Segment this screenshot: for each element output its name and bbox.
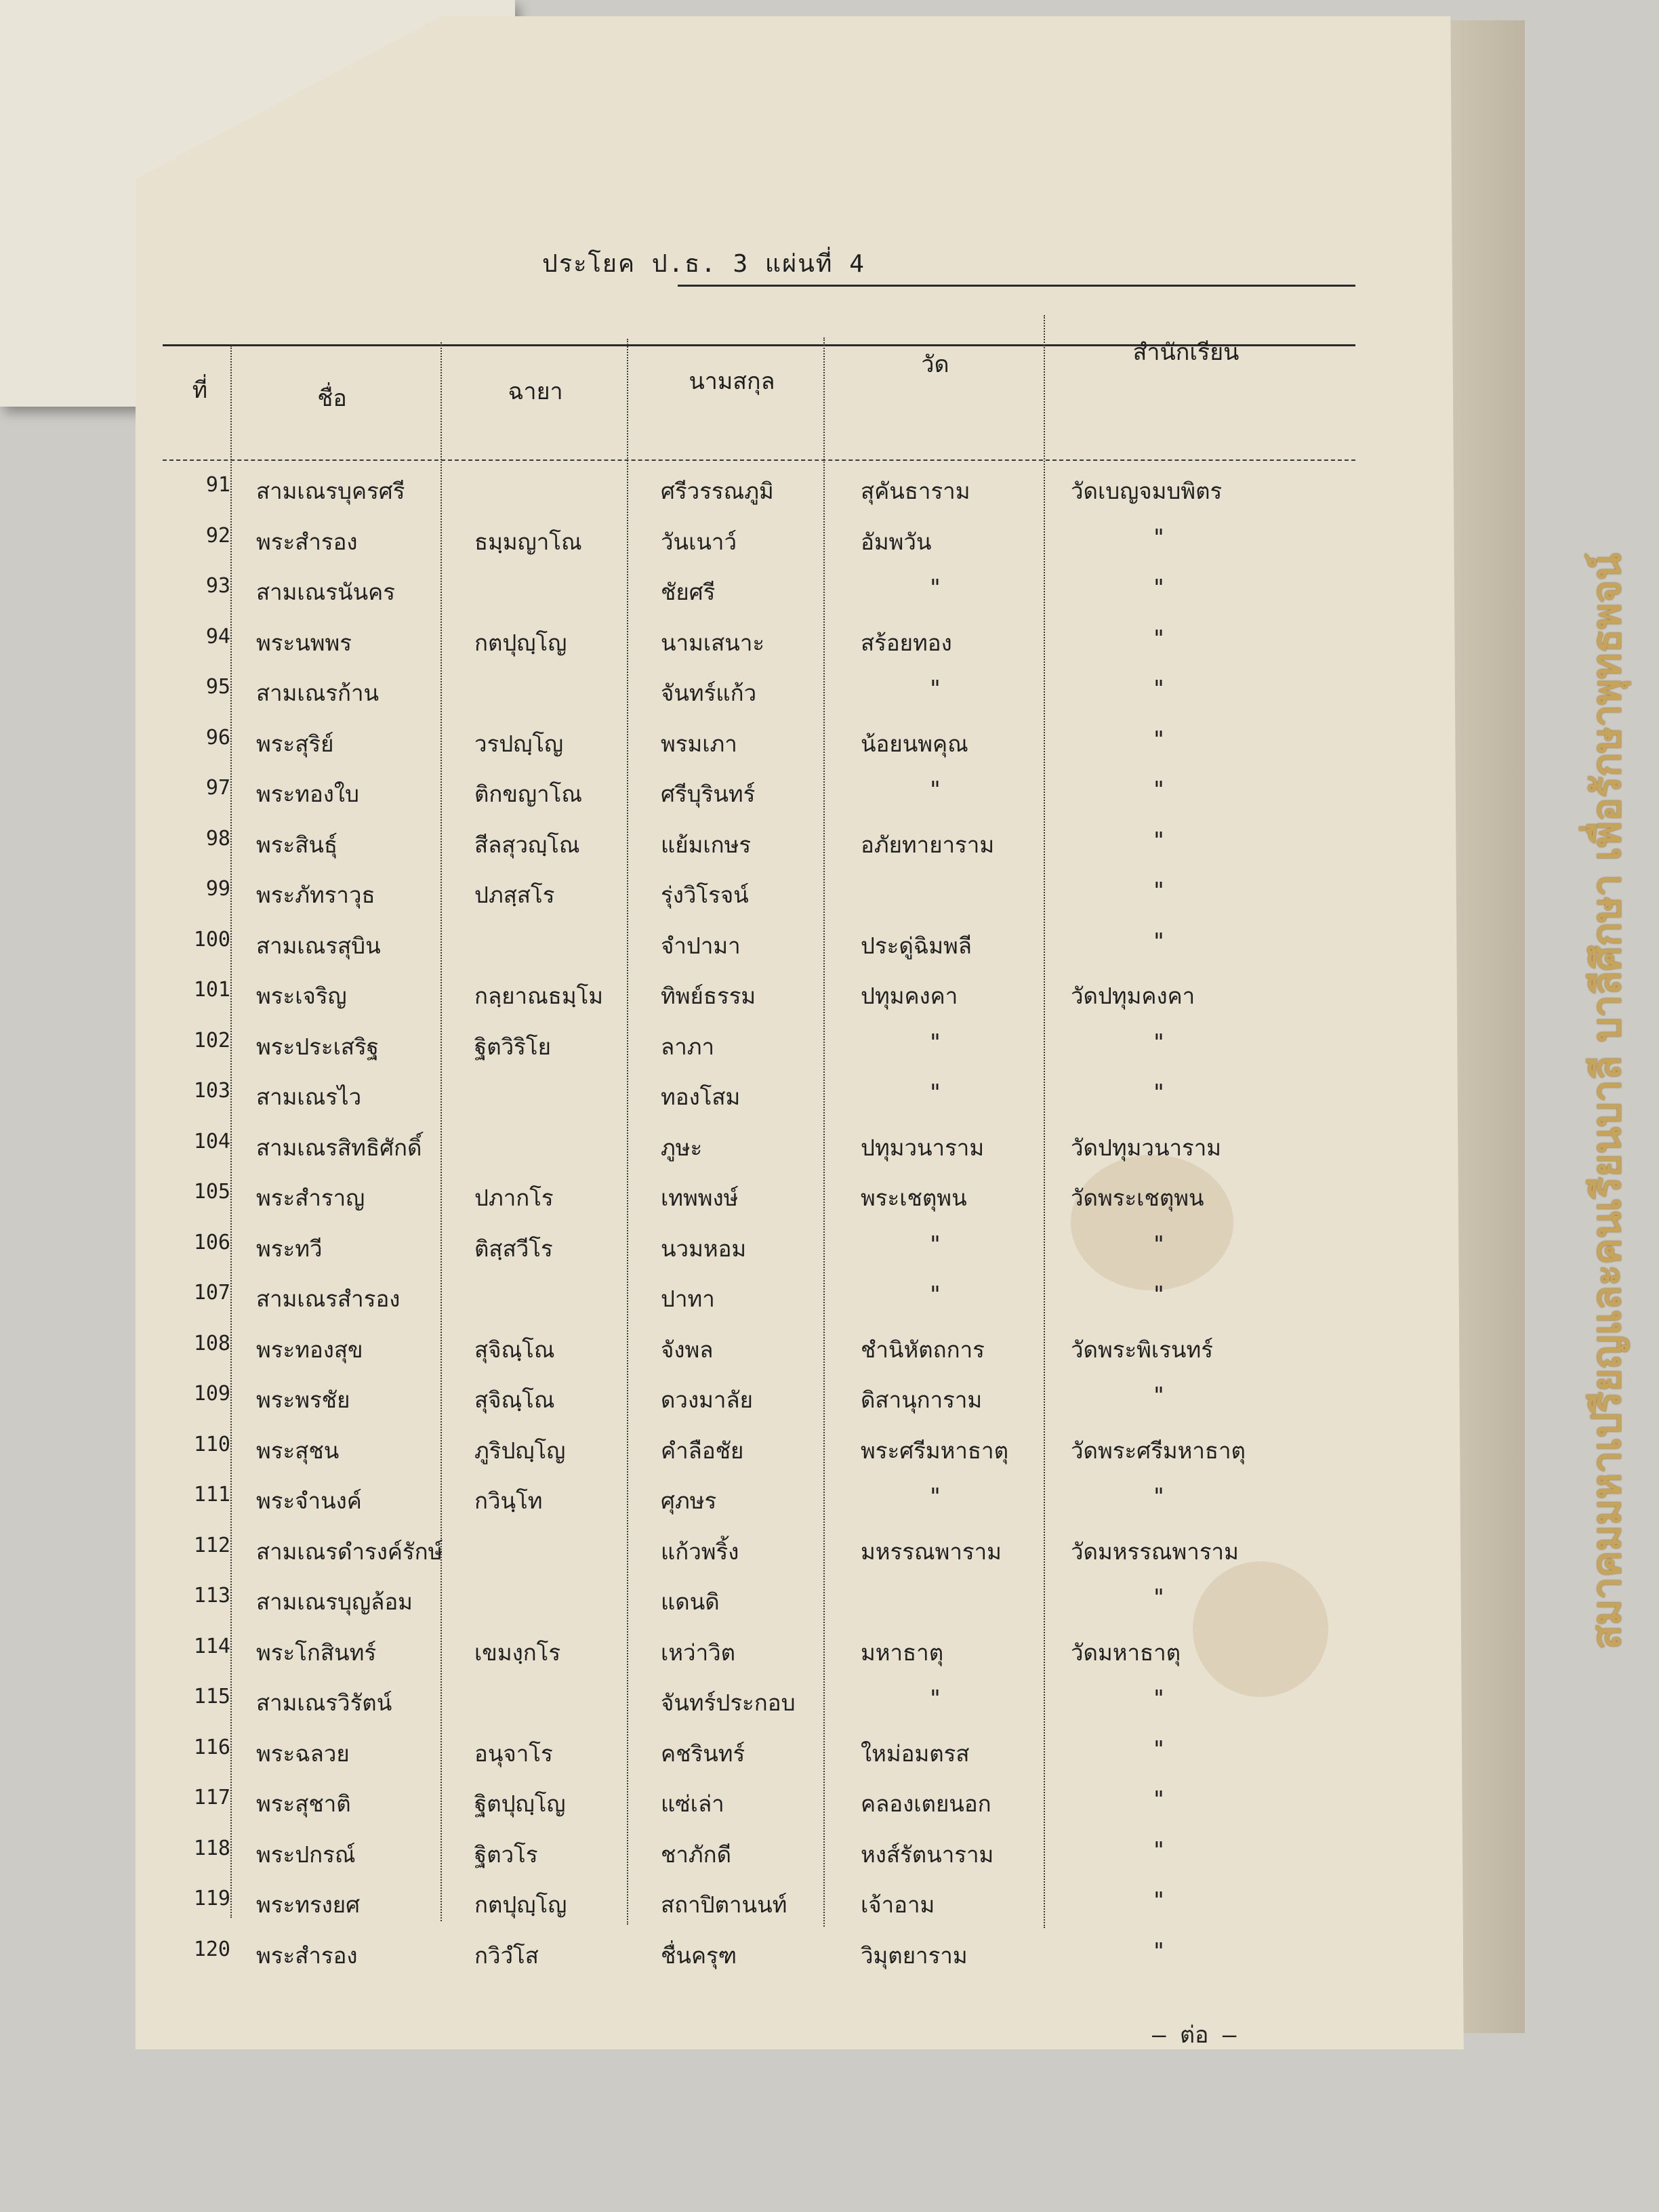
person-name-cell: สามเณรดำรงค์รักษ์	[256, 1538, 443, 1565]
surname-cell: เทพพงษ์	[661, 1185, 739, 1211]
table-row	[0, 1635, 1659, 1675]
temple-cell: วิมุตยาราม	[861, 1942, 968, 1969]
surname-cell: ทองโสม	[661, 1084, 741, 1110]
table-row	[0, 1029, 1659, 1069]
table-row	[0, 1837, 1659, 1877]
person-name-cell: พระฉลวย	[256, 1740, 350, 1767]
surname-cell: ลาภา	[661, 1033, 715, 1060]
surname-cell: แซ่เล่า	[661, 1790, 724, 1817]
monastic-name-cell: ติสฺสวีโร	[474, 1235, 553, 1262]
surname-cell: ปาทา	[661, 1286, 715, 1312]
table-row	[0, 877, 1659, 918]
monastic-name-cell: กตปุญฺโญ	[474, 1891, 567, 1918]
person-name-cell: พระภัทราวุธ	[256, 882, 375, 908]
surname-cell: นวมหอม	[661, 1235, 747, 1262]
table-row	[0, 1332, 1659, 1372]
person-name-cell: พระสำราญ	[256, 1185, 365, 1211]
row-number-cell: 120	[193, 1938, 230, 1961]
row-number-cell: 107	[193, 1281, 230, 1305]
school-cell: "	[1152, 1382, 1166, 1408]
row-number-cell: 101	[193, 978, 230, 1002]
temple-cell: "	[928, 675, 942, 701]
school-cell: "	[1152, 726, 1166, 752]
column-header-temple: วัด	[921, 351, 949, 378]
person-name-cell: พระประเสริฐ	[256, 1033, 379, 1060]
surname-cell: ชาภักดี	[661, 1841, 732, 1868]
monastic-name-cell: กวินฺโท	[474, 1488, 543, 1514]
temple-cell: "	[928, 1231, 942, 1257]
surname-cell: ทิพย์ธรรม	[661, 983, 756, 1009]
surname-cell: แย้มเกษร	[661, 832, 752, 858]
surname-cell: ชื่นครุฑ	[661, 1942, 737, 1969]
table-row	[0, 524, 1659, 565]
school-cell: "	[1152, 524, 1166, 550]
surname-cell: ดวงมาลัย	[661, 1387, 753, 1413]
temple-cell: อัมพวัน	[861, 529, 932, 555]
table-row	[0, 1281, 1659, 1322]
person-name-cell: พระสำรอง	[256, 1942, 358, 1969]
surname-cell: จันทร์แก้ว	[661, 680, 757, 706]
title-rule	[678, 285, 1355, 287]
surname-cell: รุ่งวิโรจน์	[661, 882, 749, 908]
school-cell: วัดพระเชตุพน	[1071, 1185, 1204, 1211]
surname-cell: สถาปิตานนท์	[661, 1891, 787, 1918]
table-row	[0, 1382, 1659, 1422]
column-header-name: ชื่อ	[317, 385, 347, 412]
surname-cell: แดนดิ	[661, 1589, 720, 1615]
table-row	[0, 1736, 1659, 1776]
table-row	[0, 1079, 1659, 1120]
school-cell: วัดปทุมวนาราม	[1071, 1134, 1222, 1161]
temple-cell: ปทุมคงคา	[861, 983, 958, 1009]
table-row	[0, 473, 1659, 514]
temple-cell: พระเชตุพน	[861, 1185, 967, 1211]
row-number-cell: 108	[193, 1332, 230, 1355]
temple-cell: มหาธาตุ	[861, 1639, 944, 1666]
paper-stain	[1193, 1561, 1328, 1697]
row-number-cell: 94	[205, 625, 230, 649]
person-name-cell: พระทรงยศ	[256, 1891, 361, 1918]
row-number-cell: 117	[193, 1786, 230, 1809]
person-name-cell: สามเณรสำรอง	[256, 1286, 401, 1312]
person-name-cell: พระพรชัย	[256, 1387, 350, 1413]
surname-cell: นามเสนาะ	[661, 630, 765, 656]
monastic-name-cell: ปภากโร	[474, 1185, 554, 1211]
table-row	[0, 675, 1659, 716]
monastic-name-cell: วรปญฺโญ	[474, 731, 564, 757]
row-number-cell: 95	[205, 675, 230, 699]
table-row	[0, 1130, 1659, 1170]
monastic-name-cell: ติกขญาโณ	[474, 781, 582, 807]
row-number-cell: 97	[205, 776, 230, 800]
surname-cell: คำลือชัย	[661, 1437, 744, 1464]
surname-cell: คชรินทร์	[661, 1740, 745, 1767]
temple-cell: น้อยนพคุณ	[861, 731, 968, 757]
temple-cell: อภัยทายาราม	[861, 832, 995, 858]
column-header-number: ที่	[192, 377, 208, 404]
school-cell: วัดเบญจมบพิตร	[1071, 478, 1223, 504]
school-cell: "	[1152, 1029, 1166, 1055]
person-name-cell: สามเณรบุครศรี	[256, 478, 405, 504]
table-row	[0, 574, 1659, 615]
surname-cell: ศุภษร	[661, 1488, 717, 1514]
school-cell: วัดพระศรีมหาธาตุ	[1071, 1437, 1246, 1464]
row-number-cell: 96	[205, 726, 230, 750]
school-cell: "	[1152, 574, 1166, 600]
table-row	[0, 1938, 1659, 1978]
row-number-cell: 116	[193, 1736, 230, 1759]
school-cell: "	[1152, 827, 1166, 853]
table-row	[0, 1483, 1659, 1523]
row-number-cell: 114	[193, 1635, 230, 1658]
table-row	[0, 1685, 1659, 1725]
row-number-cell: 119	[193, 1887, 230, 1910]
temple-cell: "	[928, 574, 942, 600]
school-cell: "	[1152, 675, 1166, 701]
monastic-name-cell: ฐิตวิริโย	[474, 1033, 551, 1060]
school-cell: "	[1152, 1685, 1166, 1711]
temple-cell: ปทุมวนาราม	[861, 1134, 985, 1161]
surname-cell: ศรีวรรณภูมิ	[661, 478, 774, 504]
page-title: ประโยค ป.ธ. 3 แผ่นที่ 4	[542, 250, 865, 278]
monastic-name-cell: ปภสฺสโร	[474, 882, 555, 908]
school-cell: "	[1152, 1281, 1166, 1307]
surname-cell: ศรีบุรินทร์	[661, 781, 756, 807]
school-cell: "	[1152, 625, 1166, 651]
header-bottom-rule	[163, 459, 1355, 461]
row-number-cell: 112	[193, 1534, 230, 1557]
row-number-cell: 110	[193, 1433, 230, 1456]
table-row	[0, 928, 1659, 968]
temple-cell: สุคันธาราม	[861, 478, 970, 504]
temple-cell: ดิสานุการาม	[861, 1387, 983, 1413]
person-name-cell: พระนพพร	[256, 630, 352, 656]
row-number-cell: 106	[193, 1231, 230, 1254]
row-number-cell: 113	[193, 1584, 230, 1607]
temple-cell: "	[928, 1483, 942, 1509]
person-name-cell: พระสุชาติ	[256, 1790, 351, 1817]
surname-cell: วันเนาว์	[661, 529, 737, 555]
school-cell: "	[1152, 1887, 1166, 1913]
school-cell: วัดมหรรณพาราม	[1071, 1538, 1239, 1565]
row-number-cell: 111	[193, 1483, 230, 1507]
column-header-school: สำนักเรียน	[1132, 339, 1240, 366]
person-name-cell: สามเณรวิรัตน์	[256, 1689, 392, 1716]
surname-cell: จังพล	[661, 1336, 714, 1363]
surname-cell: จันทร์ประกอบ	[661, 1689, 796, 1716]
school-cell: "	[1152, 1837, 1166, 1863]
row-number-cell: 92	[205, 524, 230, 548]
person-name-cell: สามเณรก้าน	[256, 680, 380, 706]
surname-cell: ชัยศรี	[661, 579, 716, 605]
person-name-cell: พระสินธุ์	[256, 832, 338, 858]
monastic-name-cell: ภูริปญฺโญ	[474, 1437, 566, 1464]
watermark-text: สมาคมมหาเปรียญและคนเรียนบาลี บาลีศึกษา เพื่อรักษาพุทธพจน์	[1583, 553, 1630, 1650]
person-name-cell: พระสุชน	[256, 1437, 340, 1464]
monastic-name-cell: กวิวํโส	[474, 1942, 539, 1969]
continued-marker: — ต่อ —	[1152, 2022, 1237, 2049]
table-row	[0, 1231, 1659, 1271]
table-row	[0, 1180, 1659, 1221]
table-row	[0, 625, 1659, 665]
monastic-name-cell: ธมฺมญาโณ	[474, 529, 582, 555]
school-cell: "	[1152, 1736, 1166, 1762]
temple-cell: เจ้าอาม	[861, 1891, 935, 1918]
school-cell: "	[1152, 1231, 1166, 1257]
person-name-cell: พระสำรอง	[256, 529, 358, 555]
column-header-surname: นามสกุล	[689, 368, 775, 395]
school-cell: "	[1152, 1786, 1166, 1812]
table-row	[0, 776, 1659, 817]
table-row	[0, 726, 1659, 766]
surname-cell: จำปามา	[661, 933, 741, 959]
school-cell: วัดพระพิเรนทร์	[1071, 1336, 1213, 1363]
person-name-cell: พระสุริย์	[256, 731, 334, 757]
school-cell: "	[1152, 776, 1166, 802]
temple-cell: "	[928, 776, 942, 802]
temple-cell: "	[928, 1281, 942, 1307]
surname-cell: ภูษะ	[661, 1134, 703, 1161]
table-row	[0, 1433, 1659, 1473]
table-row	[0, 978, 1659, 1019]
row-number-cell: 98	[205, 827, 230, 851]
row-number-cell: 109	[193, 1382, 230, 1406]
temple-cell: พระศรีมหาธาตุ	[861, 1437, 1009, 1464]
person-name-cell: พระทองสุข	[256, 1336, 363, 1363]
row-number-cell: 115	[193, 1685, 230, 1708]
table-row	[0, 1887, 1659, 1927]
temple-cell: "	[928, 1685, 942, 1711]
table-row	[0, 1534, 1659, 1574]
column-header-monastic-name: ฉายา	[508, 378, 563, 405]
table-row	[0, 1786, 1659, 1826]
school-cell: วัดมหาธาตุ	[1071, 1639, 1181, 1666]
surname-cell: เหว่าวิต	[661, 1639, 736, 1666]
row-number-cell: 104	[193, 1130, 230, 1153]
school-cell: "	[1152, 1079, 1166, 1105]
school-cell: "	[1152, 1483, 1166, 1509]
monastic-name-cell: สุจิณฺโณ	[474, 1387, 555, 1413]
row-number-cell: 103	[193, 1079, 230, 1103]
row-number-cell: 99	[205, 877, 230, 901]
person-name-cell: พระจำนงค์	[256, 1488, 362, 1514]
monastic-name-cell: ฐิตปุญฺโญ	[474, 1790, 566, 1817]
temple-cell: คลองเตยนอก	[861, 1790, 991, 1817]
table-row	[0, 827, 1659, 867]
school-cell: "	[1152, 928, 1166, 954]
person-name-cell: สามเณรสุบิน	[256, 933, 381, 959]
school-cell: "	[1152, 1938, 1166, 1964]
monastic-name-cell: สีลสุวญฺโณ	[474, 832, 580, 858]
person-name-cell: สามเณรไว	[256, 1084, 362, 1110]
temple-cell: สร้อยทอง	[861, 630, 952, 656]
row-number-cell: 102	[193, 1029, 230, 1052]
person-name-cell: สามเณรบุญล้อม	[256, 1589, 413, 1615]
monastic-name-cell: ฐิตวโร	[474, 1841, 538, 1868]
row-number-cell: 118	[193, 1837, 230, 1860]
monastic-name-cell: อนุจาโร	[474, 1740, 553, 1767]
school-cell: "	[1152, 877, 1166, 903]
school-cell: วัดปทุมคงคา	[1071, 983, 1195, 1009]
row-number-cell: 93	[205, 574, 230, 598]
temple-cell: ประดู่ฉิมพลี	[861, 933, 972, 959]
person-name-cell: สามเณรสิทธิศักดิ์	[256, 1134, 422, 1161]
temple-cell: มหรรณพาราม	[861, 1538, 1002, 1565]
surname-cell: พรมเภา	[661, 731, 737, 757]
temple-cell: "	[928, 1029, 942, 1055]
person-name-cell: พระเจริญ	[256, 983, 347, 1009]
monastic-name-cell: กตปุญฺโญ	[474, 630, 567, 656]
monastic-name-cell: เขมงฺกโร	[474, 1639, 561, 1666]
person-name-cell: พระปกรณ์	[256, 1841, 356, 1868]
temple-cell: ใหม่อมตรส	[861, 1740, 970, 1767]
temple-cell: "	[928, 1079, 942, 1105]
person-name-cell: พระโกสินทร์	[256, 1639, 377, 1666]
row-number-cell: 100	[193, 928, 230, 951]
person-name-cell: พระทองใบ	[256, 781, 359, 807]
table-row	[0, 1584, 1659, 1624]
school-cell: "	[1152, 1584, 1166, 1610]
surname-cell: แก้วพริ้ง	[661, 1538, 739, 1565]
temple-cell: หงส์รัตนาราม	[861, 1841, 994, 1868]
temple-cell: ชำนิหัตถการ	[861, 1336, 985, 1363]
monastic-name-cell: สุจิณฺโณ	[474, 1336, 555, 1363]
row-number-cell: 105	[193, 1180, 230, 1204]
row-number-cell: 91	[205, 473, 230, 497]
monastic-name-cell: กลฺยาณธมฺโม	[474, 983, 604, 1009]
person-name-cell: สามเณรนันคร	[256, 579, 395, 605]
person-name-cell: พระทวี	[256, 1235, 323, 1262]
